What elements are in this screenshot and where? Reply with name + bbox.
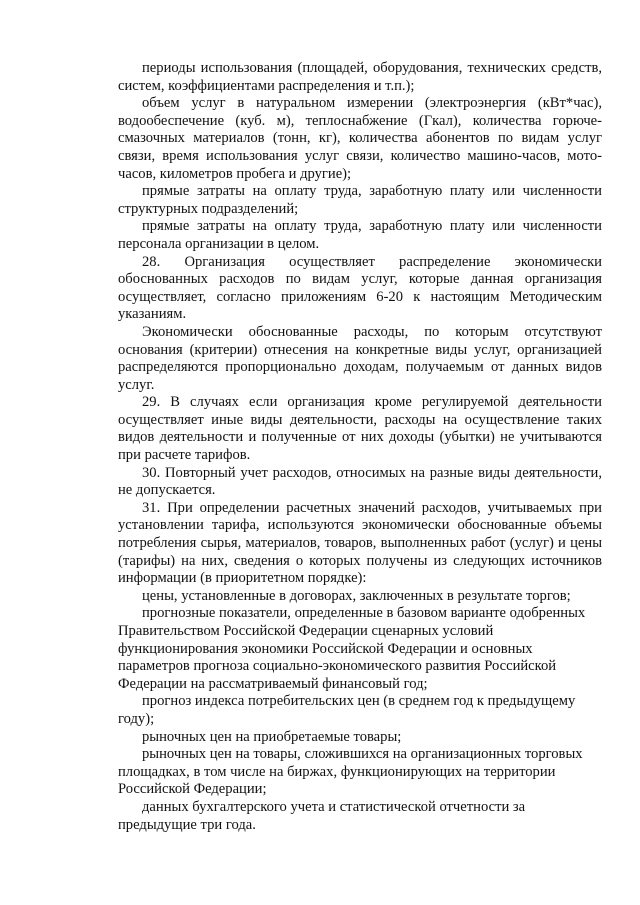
document-body bbox=[118, 60, 602, 834]
paragraph-forecast-indicators: прогнозные показатели, определенные в базовом варианте одобренных Правительством Российской Федерации сценарных условий функционирования экономики Российской Федерации и основных параметров прогноза социально-экономического развития Российской Федерации на рассматриваемый финансовый год; bbox=[118, 605, 586, 692]
paragraph-usage-periods: периоды использования (площадей, оборудования, технических средств, систем, коэффициентами распределения и т.п.); bbox=[118, 60, 602, 94]
paragraph-cpi-forecast: прогноз индекса потребительских цен (в среднем год к предыдущему году); bbox=[118, 693, 576, 727]
paragraph-clause-29: 29. В случаях если организация кроме регулируемой деятельности осуществляет иные виды деятельности, расходы на осуществление таких видов деятельности и полученные от них доходы (убытки) не учитываются при расчете тарифов. bbox=[118, 394, 602, 464]
paragraph-clause-28: 28. Организация осуществляет распределение экономически обоснованных расходов по видам услуг, которые данная организация осуществляет, согласно приложениям 6-20 к настоящим Методическим указаниям. bbox=[118, 253, 602, 323]
paragraph-exchange-prices: рыночных цен на товары, сложившихся на организационных торговых площадках, в том числе на биржах, функционирующих на территории Российской Федерации; bbox=[118, 746, 583, 798]
paragraph-accounting-data: данных бухгалтерского учета и статистической отчетности за предыдущие три года. bbox=[118, 798, 526, 833]
paragraph-market-prices: рыночных цен на приобретаемые товары; bbox=[142, 728, 402, 745]
paragraph-unallocated-expenses: Экономически обоснованные расходы, по которым отсутствуют основания (критерии) отнесения на конкретные виды услуг, организацией распределяются пропорционально доходам, получаемым от данных видов услуг. bbox=[118, 323, 602, 393]
paragraph-service-volume: объем услуг в натуральном измерении (электроэнергия (кВт*час), водообеспечение (куб. м), теплоснабжение (Гкал), количества горюче-смазочных материалов (тонн, кг), количества абонентов по видам услуг связи, время использования услуг связи, количество машино-часов, мото-часов, километров пробега и другие); bbox=[118, 95, 602, 182]
paragraph-labor-costs-divisions: прямые затраты на оплату труда, заработную плату или численности структурных подразделений; bbox=[118, 183, 602, 217]
paragraph-labor-costs-organization: прямые затраты на оплату труда, заработную плату или численности персонала организации в целом. bbox=[118, 218, 602, 252]
paragraph-clause-30: 30. Повторный учет расходов, относимых на разные виды деятельности, не допускается. bbox=[118, 464, 602, 499]
paragraph-clause-31: 31. При определении расчетных значений расходов, учитываемых при установлении тарифа, используются экономически обоснованные объемы потребления сырья, материалов, товаров, выполненных работ (услуг) и цены (тарифы) на них, сведения о которых получены из следующих источников информации (в приоритетном порядке): bbox=[118, 499, 602, 587]
paragraph-tender-prices: цены, установленные в договорах, заключенных в результате торгов; bbox=[142, 587, 571, 604]
